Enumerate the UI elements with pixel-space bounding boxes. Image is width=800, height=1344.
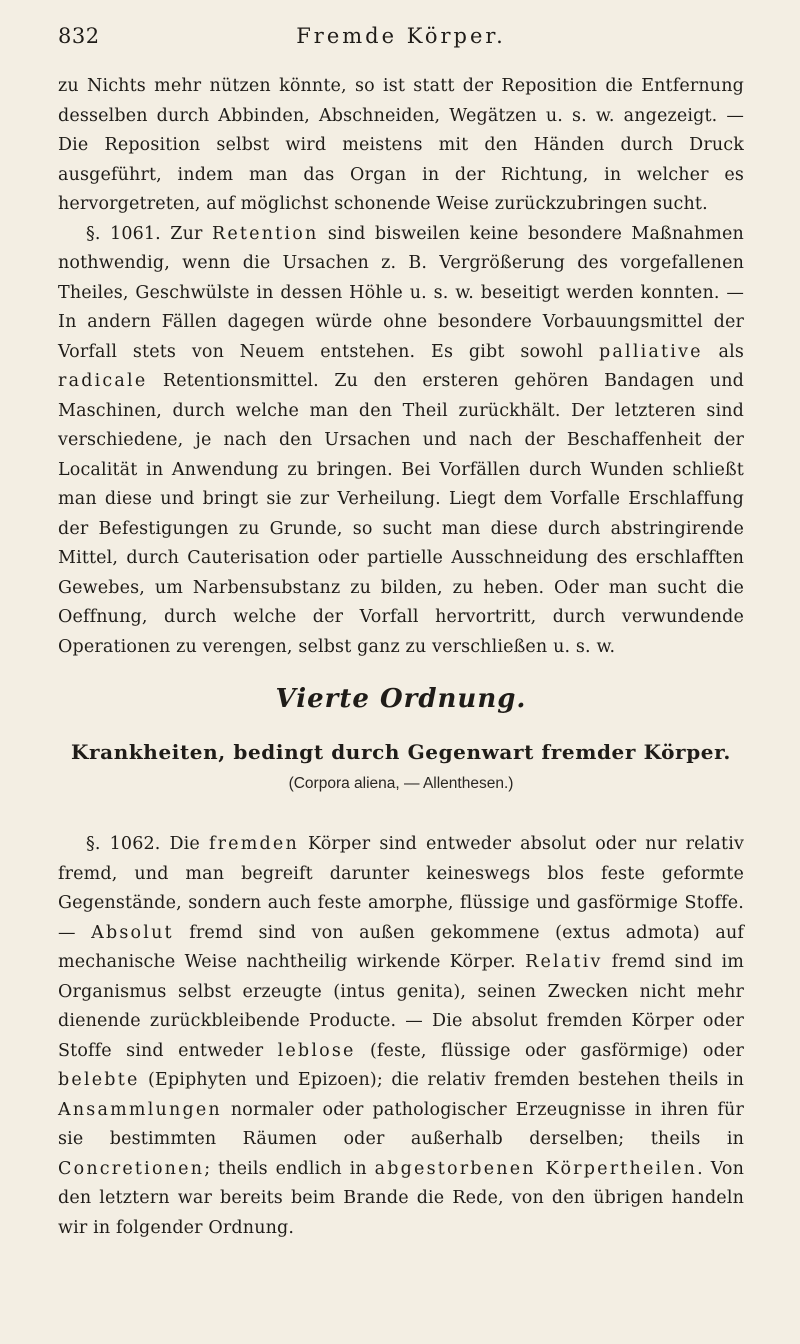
text-run: normaler oder pathologischer Erzeugnisse in ihren für sie bestimmten Räumen oder außerhalb derselben; theils in [58, 1099, 744, 1149]
text-block-bottom [58, 830, 744, 1243]
term-radical: radicale [58, 371, 148, 391]
paragraph-section-1062 [58, 830, 744, 1243]
term-abgestorbene-koerpertheile: abgestorbenen Körpertheilen [374, 1158, 698, 1179]
page-header [58, 24, 744, 64]
term-fremden: fremden [208, 834, 299, 854]
text-run: ; theils endlich in [204, 1158, 375, 1179]
text-run: . Von den letztern war bereits beim Brande die Rede, von den übrigen handeln wir in folgender Ordnung. [58, 1158, 744, 1238]
text-block-top [58, 72, 744, 662]
term-retention: Retention [211, 223, 319, 244]
term-absolut: Absolut [91, 922, 174, 943]
text-run: Körper sind entweder absolut oder nur relativ fremd, und man begreift darunter keineswegs blos feste geformte Gegenstände, sondern auch feste amorphe, flüssige und gasförmige Stoffe. — [58, 834, 744, 943]
text-run: fremd sind von außen gekommene (extus admota) auf mechanische Weise nachtheilig wirkende Körper. [58, 922, 744, 972]
section-lead: §. 1061. Zur [86, 223, 212, 244]
order-heading [58, 682, 744, 796]
text-run: Retentionsmittel. Zu den ersteren gehören Bandagen und Maschinen, durch welche man den Theil zurückhält. Der letzteren sind verschiedene, je nach den Ursachen und nach der Beschaffenheit der Localität in Anwendung zu bringen. Bei Vorfällen durch Wunden schließt man diese und bringt sie zur Verheilung. Liegt dem Vorfalle Erschlaffung der Befestigungen zu Grunde, so sucht man diese durch abstringirende Mittel, durch Cauterisation oder partielle Ausschneidung des erschlafften Gewebes, um Narbensubstanz zu bilden, zu heben. Oder man sucht die Oeffnung, durch welche der Vorfall hervortritt, durch verwundende Operationen zu verengen, selbst ganz zu verschließen u. s. w. [58, 371, 744, 657]
paragraph-continuation: zu Nichts mehr nützen könnte, so ist statt der Reposition die Entfernung desselben durch Abbinden, Abschneiden, Wegätzen u. s. w. angezeigt. — Die Reposition selbst wird meistens mit den Händen durch Druck ausgeführt, indem man das Organ in der Richtung, in welcher es hervorgetreten, auf möglichst schonende Weise zurückzubringen sucht. [58, 76, 744, 214]
term-ansammlungen: Ansammlungen [58, 1099, 222, 1120]
section-lead: §. 1062. Die [86, 834, 209, 854]
page-number: 832 [58, 24, 100, 48]
text-run: fremd sind im Organismus selbst erzeugte (intus genita), seinen Zwecken nicht mehr dienende zurückbleibende Producte. — Die absolut fremden Körper oder Stoffe sind entweder [58, 952, 744, 1061]
text-run: (feste, flüssige oder gasförmige) oder [355, 1040, 744, 1061]
text-run: als [702, 341, 744, 362]
running-head: Fremde Körper. [296, 24, 506, 48]
term-belebte: belebte [58, 1070, 140, 1090]
term-relativ: Relativ [525, 952, 603, 972]
text-run: (Epiphyten und Epizoen); die relativ fremden bestehen theils in [139, 1070, 744, 1090]
order-title: Vierte Ordnung. [275, 684, 527, 714]
paragraph-section-1061 [58, 220, 744, 663]
term-palliative: palliative [598, 341, 703, 362]
order-latin-names: (Corpora aliena, — Allenthesen.) [288, 775, 514, 792]
term-leblose: leblose [277, 1040, 356, 1061]
term-concretionen: Concretionen [58, 1158, 205, 1179]
order-subtitle: Krankheiten, bedingt durch Gegenwart fremder Körper. [71, 740, 731, 764]
text-run: sind bisweilen keine besondere Maßnahmen nothwendig, wenn die Ursachen z. B. Vergrößerung des vorgefallenen Theiles, Geschwülste in dessen Höhle u. s. w. beseitigt werden konnten. — In andern Fällen dagegen würde ohne besondere Vorbauungsmittel der Vorfall stets von Neuem entstehen. Es gibt sowohl [58, 223, 744, 362]
